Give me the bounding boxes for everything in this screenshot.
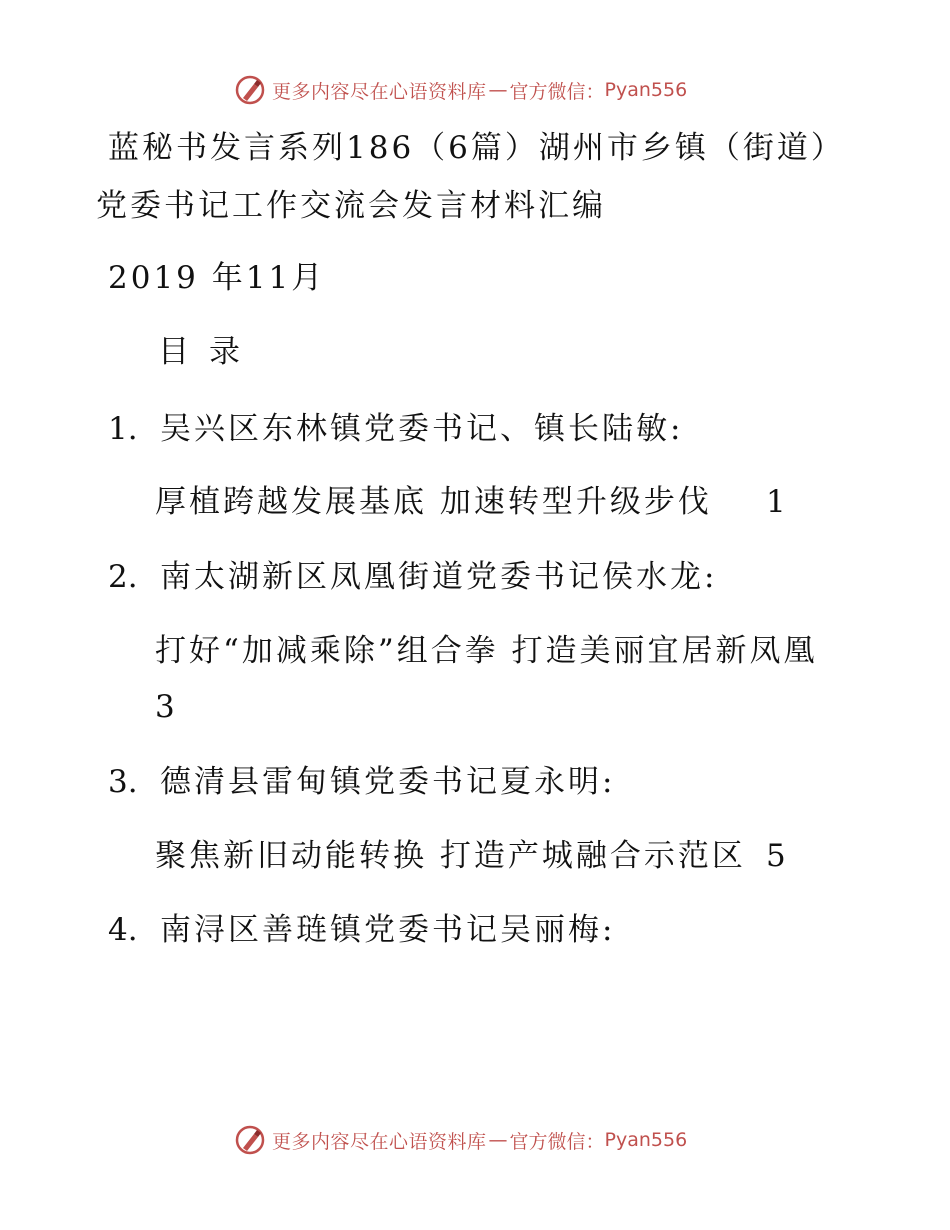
toc-entry-3-subtitle: 聚焦新旧动能转换 打造产城融合示范区 [155, 838, 746, 874]
toc-entry-1-subtitle: 厚植跨越发展基底 加速转型升级步伐 [155, 484, 712, 520]
toc-entry-3-page: 5 [766, 838, 786, 874]
pen-nib-logo-icon [234, 1124, 266, 1156]
toc-entry-2-number: 2. [108, 559, 138, 595]
watermark-header [234, 72, 687, 108]
watermark-wechat: Pyan556 [604, 1129, 688, 1151]
document-title-line1: 蓝秘书发言系列186（6篇）湖州市乡镇（街道） [108, 130, 845, 166]
watermark-official: 官方微信： [509, 1130, 605, 1153]
toc-entry-2-subtitle: 打好“加减乘除”组合拳 打造美丽宜居新凤凰 [155, 633, 818, 669]
watermark-text: 更多内容尽在心语资料库 [272, 1130, 487, 1153]
watermark-text: 更多内容尽在心语资料库 [272, 80, 487, 103]
watermark-official: 官方微信： [509, 80, 605, 103]
document-title-line2: 党委书记工作交流会发言材料汇编 [96, 188, 606, 224]
toc-entry-1-page: 1 [766, 484, 786, 520]
toc-entry-4-number: 4. [108, 912, 138, 948]
watermark-dash: — [488, 1129, 508, 1151]
toc-entry-3-speaker: 德清县雷甸镇党委书记夏永明: [160, 764, 616, 800]
watermark-wechat: Pyan556 [604, 79, 688, 101]
toc-entry-2-page: 3 [155, 689, 175, 725]
watermark-dash: — [488, 79, 508, 101]
toc-entry-1-number: 1. [108, 411, 138, 447]
watermark-footer [234, 1122, 687, 1158]
toc-heading: 目录 [158, 334, 260, 370]
toc-entry-2-speaker: 南太湖新区凤凰街道党委书记侯水龙: [160, 559, 718, 595]
pen-nib-logo-icon [234, 74, 266, 106]
document-date: 2019 年11月 [108, 260, 326, 296]
toc-entry-1-speaker: 吴兴区东林镇党委书记、镇长陆敏: [160, 411, 684, 447]
toc-entry-3-number: 3. [108, 764, 138, 800]
toc-entry-4-speaker: 南浔区善琏镇党委书记吴丽梅: [160, 912, 616, 948]
